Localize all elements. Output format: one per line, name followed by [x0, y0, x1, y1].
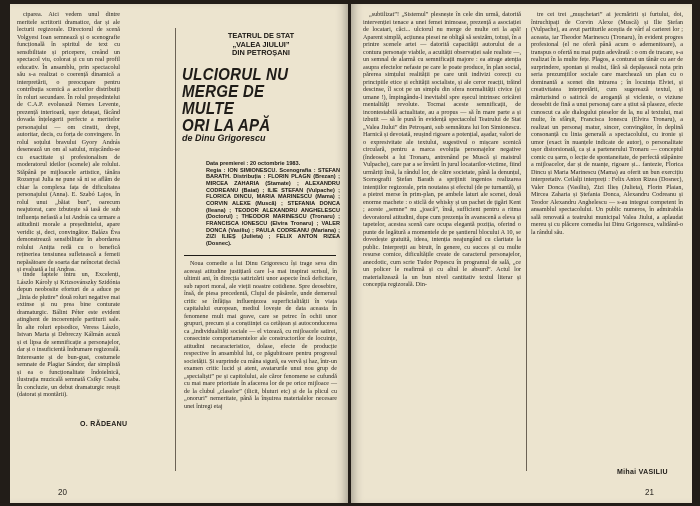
left-signature: O. RĂDEANU [80, 421, 128, 428]
title-line-1: ULCIORUL NU [182, 64, 289, 84]
right-column-2 [531, 12, 683, 237]
kicker-line-2: „VALEA JIULUI” [232, 39, 290, 49]
theatre-kicker [186, 32, 336, 58]
review-column [184, 261, 337, 411]
column-divider-right [526, 28, 527, 471]
article-title [182, 66, 320, 134]
kicker-line-3: DIN PETROȘANI [232, 48, 290, 58]
left-column-1-continued [17, 272, 120, 400]
title-line-3: ORI LA APĂ [182, 115, 271, 135]
right-column-1 [363, 12, 521, 290]
left-page-number: 20 [58, 488, 67, 497]
review-middle-paragraph: „subtilizat”! „Sistemul” plesnește în cele din urmă, datorită intervenției tenace a unei femei inimoase, prezență a asociației de locatari, căci... ulciorul nu merge de multe ori la apă! Aparent simplă, acțiunea piesei ne obligă să sesizăm, totuși, în a printre scenele artei — datorită capacității autorului de a contura personaje viabile, a acuității observației sale realiste —, un semnal de alarmă cu semnificații majore : ea atrage atenția asupra efectelor nefaste pe care le poate produce, în plan social, părerea simțului realității pe care unii indivizi corecți cu principiile etice și echității socialiste, și ale ceror reacții, trăind descinse, îl scot pe un simplu din sfera normalității civice (și umane !), împingându-l inevitabil spre eșecul intrinsec oricărei mentalități revolute. Tocmai aceste semnificații, de incontestabilă actualitate, au a propus — să în mare parte a și izbutit — să le pună în evidență spectacolul Teatrului de Stat „Valea Jiului” din Petroșani, sub semnătura lui Ion Simionescu. Harnică și devotată, reușind rigoare a potențial, așadar, valori de o expresivitate ale textului, sugestivul o mișcare scenică circulară, pentru a marca evoluția personajelor negative (îndeosebi a lui Tronaru, antrenând pe Muscă și maistrul Vulpache), care par a se învârti în jurul locatarilor-victime, fiind urmăriți însă, la rândul lor, de către societate, până la denunțul, Scenografii Ștefan Barath a sprijinit ingenios realizarea intențiilor regizorale, prin noutatea și efectul (de pe turnantă), și a pietrei merse în prim-plan, pe ambele laturi ale scenei, două enorme machete : o sticlă de whisky și un pachet de țigări Kent ; aceste „semne” nu „joacă”, însă, sufficient pentru a ritma devoratorul atitudini, dupe cum prezența în avanscenă a eleva și tapetelor, acestea scenă care ocupa elegantă poziția, oferind o punte de legătură a momentele de pe șantierul blocului A 10, se dovedește gratuită, ideea, intenția neajungând cu claritate la public. Interpreții au biruit, în genere, cu succes și cu multe resurse comice, dificultățile create de caracterul personajelor, anecdotic, cum scrie Tudor Popescu în programul de sală, „ce un policer le reafirmă și cu altul le absurd”. Actul lor materializează la un bun nivel cantitativ textul literar și concepția regizorală. Din- [363, 12, 521, 288]
left-column-1 [17, 12, 120, 275]
article-byline: de Dinu Grigorescu [182, 133, 266, 143]
right-signature: Mihai VASILIU [617, 469, 668, 476]
article-end-paragraph: ciparea. Aici vedem unul dintre meritele scriitorii dramatice, dar și ale lecturii regizorale. Directorul de scenă Volgyesi Ioan semnează și o scenografie funcțională în spiritul de text cu sensibilitate și pricepere, creând un spectacol viu, colorat și cu un real profil educativ. În ansamblu, prin spectacolul său s-a realizat o coerență dinamică a interpretării, o preocupare pentru contribuția scenică a actorilor distribuiți în roluri secundare. În rolul președintelui de C.A.P. evoluează Nemes Levente, prezență interioară, ușor detașat, făcând dovada înțelegerii perfecte a meritelor personajului — om cinstit, drept, autoritar, decis, cu forța de convingere. În rolul soțului bravului Gyory András desenează un om al satului, mișcându-se cu exactitate și profesionalism de moderatorul ideilor (scenele) ale rolului. Stăpână pe mijloacele artistice, tânăra Rozsnyai Julia ne pune să ni se aflăm de chiar la complexa fața de dificultatea personajului (Anna). E. Szabó Lajos, în rolul unui „băiat bun”, oarecum neajutorat, care izbutește să iasă de sub influența nefastă a lui András ca urmare a atitudinii morale a președintelui, apare veridic și, deci, convingător. Balázs Éva demonstrează sensibilitate în abordarea rolului Anițta redă cu o benefică rețineriea tensiunea sufletească a femeii nepăsătoare de soarta dar neîncetat decisă și evaluată a lui Andras. [17, 12, 120, 273]
credits-separator [184, 255, 336, 256]
column-divider [175, 28, 176, 471]
right-page-number: 21 [645, 488, 654, 497]
title-line-2: MERGE DE MULTE [182, 81, 265, 118]
review-opening-paragraph: Noua comedie a lui Dinu Grigorescu își trage seva din aceeași atitudine justițiară care l-a mai inspirat scrisul, în ultimii ani, în direcția satirizării unor aspecte încă deficitare, sub raport moral, ale vieții noastre cotidiene. Spre deosebire, însă, de piesa precedentă, Clujul de păsărele, unde demersul critic se înfățișa influențezea superficialității în viața capitalului european, mediul lovește de data aceasta în fenomene mult mai grave, care se petrec în ochii unor grupuri, precum și a conștiinței ca cetățean și autoconducerea ca „individualități sociale — el vizează, cu mijloacele satirei, consecinte comportamentelor ale constructorilor de locuințe, atitudini necaracteristice, dolase, efecte de producție respective în ansamblul lui, ce păgubitoare pentru progresul societății. Și surprinde cu mâna sigură, ea vervă și haz, într-un examen critic lucid și atent, avatarurile unui nou grup de „specialiști” pe și capitolului, ale căror fenomene se cufundă cu mai mare prioritate în afacerea lor de pe orice mijloace — de la clubul „claselor” (ilicit, bluturi etc) și de la plicul cu „onoruri” nemeritate, până la înșuirea materialelor necesare unei întregi etaj [184, 261, 337, 410]
review-closing-paragraph: tre cei trei „mușchetari” ai jecmăririi și furtului, doi, întruchipați de Corvin Alexe (Muscă) și Ilie Ștefan (Vulpache), au avut partiturile aceștia de vârf al carierei lor ; aceasta, iar Theodor Marinescu (Tronaru), în evident progres profesional (el ne oferă până acum o ademenitoare), a transpus o ofertă nu mai puțin adevărată : o om de tracare, s-a realizat în la multe fețe. Plagos, a conturat un tânăr cu aer de surprindere, spontan și realist, fără să depășească nota prin seria prezumțiilor sociale care marchează un plan cu o dominantă a scenei din intrarea ; în locuința Elviei, și creativitatea interpretării, cum sugerează textul, și mărturisind o satirică de aroganță și viclenie, o viziune deosebit de fină a unui personaj care a știut să plaseze, efecte cunoscut ca ale dialogului pieselor de la, nu al textului, mai multe, în sfârșit, Francisca Ionescu (Elvira Tronaru), a realizat un personaj matur, sincer, convingător, în deplină consonanță cu linia generală a spectacolului, cu ironie și umor (exact în nuanțele indicate de autor), o personalitate ușor distorsionată, ca și a partenerului Tronaru — conceptul comic cu șarm, o lecție de spontaneitate, de perfectă stăpânire a mijloacelor, dar și de nuanțe, rigoare și... fantezie, Florica Dincu și Maria Marinescu (Mama) au oferit un bun exercițiu interpretativ. Ceilalți interpreți : Felix Anton Rizea (Dosnec), Valer Donca (Vasiliu), Zizi Ilieș (Julieta), Florin Plaian, Mircea Zaharia și Ștefania Donca, Alexandru Codreanu și Teodor Alexandru Anghelescu — s-au integrat competent în ansamblul spectacolului. Un public numeros, în admirabila sală renovată a teatrului municipal Valea Jiului, a aplaudat mereu și cu plăcere comedia lui Dinu Grigorescu, validând-o la rândul său. [531, 12, 683, 236]
article-end-paragraph-2: tinde faptele întru un, Excelenți, Lászlo Károly și Krizsovánszky Szidónia depun neobosite eforturi de a aduce pe „linia de plutire” două roluri negative mai extinse și nu prea bine conturate dramaturgic. Bálint Péter este evident atinghent de incoerențele partiturii sale. În alte roluri episodice, Veress Lászlo, Istvan Marta și Debreczy Kálmán acuză și ei lipsa de semnificație a personajelor, dar și o insuficientă îndrumare regizorală. Interesante și de bun-gust, costumele semnate de Plagiar Sándor, dar simplistă și ea o funcționalitate îndoielnică, ilustrația muzicală semnată Csiky Csaba. În concluzie, un debut dramaturgic reușit (datorat și montării). [17, 272, 120, 398]
production-credits [206, 161, 340, 248]
right-page [351, 4, 692, 503]
kicker-line-1: TEATRUL DE STAT [227, 31, 295, 40]
left-page [10, 4, 348, 503]
premiere-date: Data premierei : 20 octombrie 1983. [206, 161, 301, 167]
credits-list: Regia : ION SIMIONESCU. Scenografia : STEFAN BARATH. Distribuția : FLORIN PLAGN (Brezan) ; MIRCEA ZAHARIA (Stamate) ; ALEXANDRU CODREANU (Baiat) ; ILIE STEFAN (Vulpache) ; FLORICA DINCU, MARIA MARINESCU (Mama) ; CORVIN ALEXE (Muscă) ; STEFANIA DONCA (Ileana) ; TEODOR ALEXANDRU ANGHELESCU (Doctorul) ; THEODOR MARINESCU (Tronaru) ; FRANCISCA IONESCU (Elvira Tronaru) ; VALER DONCA (Vasiliu) ; PAULA CODREANU (Mariana) ; ZIZI ILIEȘ (Julieta) ; FELIX ANTON RIZEA (Dosnec). [206, 167, 340, 247]
